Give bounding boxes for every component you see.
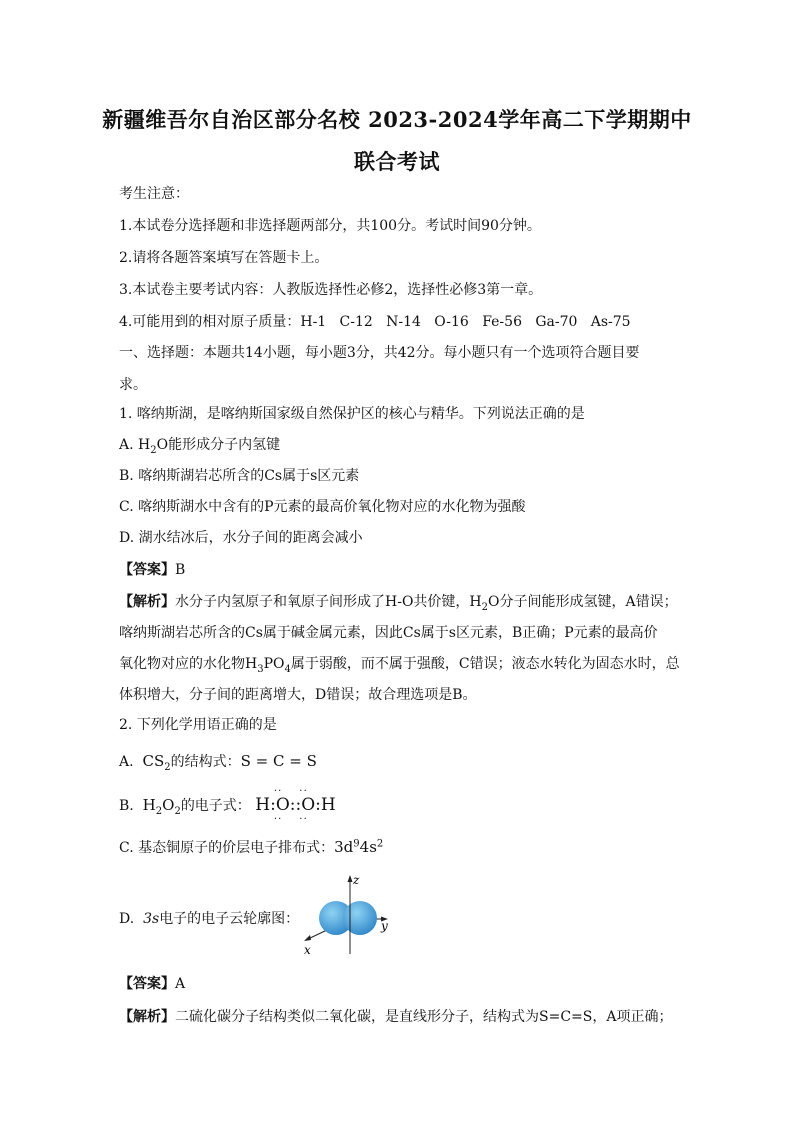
q1-option-a-pre: A. H <box>119 437 151 453</box>
q2-option-b-formula-sub1: 2 <box>155 805 163 817</box>
q1-option-a-sub: 2 <box>150 444 157 456</box>
q1-analysis-l3sub2: 4 <box>284 663 291 675</box>
axis-label-x: x <box>304 943 311 957</box>
q2-option-c-conf2: 4s <box>359 838 377 856</box>
q1-answer-value: B <box>175 562 186 578</box>
q1-answer <box>119 562 185 579</box>
q1-analysis-l3b: PO <box>263 656 285 672</box>
q2-option-b-text: 的电子式： <box>180 798 251 814</box>
q2-option-b <box>119 795 336 818</box>
q2-option-a-formula-sub: 2 <box>164 761 171 773</box>
q1-option-d: D. 湖水结冰后，水分子间的距离会减小 <box>119 530 363 546</box>
q2-option-d-label: D. <box>119 911 135 927</box>
q1-analysis-line2: 喀纳斯湖岩芯所含的Cs属于碱金属元素，因此Cs属于s区元素，B正确；P元素的最高价 <box>119 625 658 641</box>
q2-option-b-formula-o: O <box>162 796 175 814</box>
q2-option-c <box>119 838 383 857</box>
q1-analysis-l1b: O分子间能形成氢键，A错误； <box>488 594 678 610</box>
z-axis-arrow-icon <box>348 875 353 882</box>
q2-option-d-italic: 3s <box>143 911 160 927</box>
electron-formula-h2: H <box>320 795 336 815</box>
axis-label-z: z <box>353 873 360 887</box>
q2-answer-value: A <box>175 976 186 992</box>
section-heading-line1: 一、选择题：本题共14小题，每小题3分，共42分。每小题只有一个选项符合题目要 <box>119 345 640 361</box>
q2-option-d-text: 电子的电子云轮廓图： <box>159 911 300 927</box>
q2-option-a-label: A. <box>119 754 134 770</box>
q1-analysis-line3 <box>119 656 680 676</box>
notice-item-3: 3.本试卷主要考试内容：人教版选择性必修2，选择性必修3第一章。 <box>119 282 543 298</box>
q2-analysis-text: 二硫化碳分子结构类似二氧化碳，是直线形分子，结构式为S=C=S，A项正确； <box>175 1009 673 1025</box>
notice-item-4: 4.可能用到的相对原子质量：H-1 C-12 N-14 O-16 Fe-56 Ga-70 As-75 <box>119 314 631 330</box>
q1-option-b: B. 喀纳斯湖岩芯所含的Cs属于s区元素 <box>119 468 360 484</box>
q2-analysis-label: 【解析】 <box>119 1009 175 1025</box>
q2-option-a-text: 的结构式： <box>170 754 241 770</box>
q2-answer-label: 【答案】 <box>119 976 175 992</box>
q2-option-c-sup1: 9 <box>353 838 360 850</box>
q2-option-b-formula-h: H <box>142 796 156 814</box>
q1-answer-label: 【答案】 <box>119 562 175 578</box>
notice-heading: 考生注意： <box>119 186 189 202</box>
notice-item-2: 2.请将各题答案填写在答题卡上。 <box>119 250 329 266</box>
q2-answer <box>119 976 185 993</box>
exam-title-line2: 联合考试 <box>354 149 440 174</box>
q1-analysis-l3sub1: 3 <box>257 663 264 675</box>
axis-label-y: y <box>381 919 388 933</box>
q2-option-c-text: C. 基态铜原子的价层电子排布式： <box>119 840 335 856</box>
exam-title-line1: 新疆维吾尔自治区部分名校 2023-2024学年高二下学期期中 <box>102 107 692 132</box>
q2-option-a-formula: CS <box>142 752 165 770</box>
x-axis-arrow-icon <box>304 935 311 941</box>
q1-option-c: C. 喀纳斯湖水中含有的P元素的最高价氧化物对应的水化物为强酸 <box>119 499 526 515</box>
electron-formula-o2: · · O · · <box>301 795 315 815</box>
q2-option-c-conf1: 3d <box>334 838 354 856</box>
notice-item-1: 1.本试卷分选择题和非选择题两部分，共100分。考试时间90分钟。 <box>119 218 541 234</box>
q1-option-a <box>119 437 280 457</box>
q2-option-d <box>119 911 299 928</box>
q1-analysis-line1 <box>119 594 678 614</box>
q1-analysis-l3a: 氧化物对应的水化物H <box>119 656 258 672</box>
electron-formula-o1: · · O · · <box>276 795 290 815</box>
q1-analysis-l3c: 属于弱酸，而不属于强酸，C错误；液态水转化为固态水时，总 <box>290 656 680 672</box>
electron-formula-h1: H <box>255 795 271 815</box>
q1-stem: 1. 喀纳斯湖，是喀纳斯国家级自然保护区的核心与精华。下列说法正确的是 <box>119 406 585 422</box>
q2-option-c-sup2: 2 <box>376 838 384 850</box>
q1-option-a-post: O能形成分子内氢键 <box>156 437 281 453</box>
section-heading-line2: 求。 <box>119 377 147 393</box>
q2-option-a-struct: S = C = S <box>240 752 317 770</box>
q1-analysis-l1sub: 2 <box>481 601 488 613</box>
orbital-lobe-right <box>343 901 377 935</box>
q2-stem: 2. 下列化学用语正确的是 <box>119 717 277 733</box>
h2o2-electron-formula: H:· · O · ·::· · O · ·:H <box>255 795 335 815</box>
q2-option-b-label: B. <box>119 798 134 814</box>
q1-analysis-line4: 体积增大，分子间的距离增大，D错误；故合理选项是B。 <box>119 687 477 703</box>
orbital-diagram <box>298 872 398 962</box>
q2-analysis <box>119 1009 672 1026</box>
q1-analysis-label: 【解析】 <box>119 594 175 610</box>
q2-option-a <box>119 752 317 774</box>
q2-option-b-formula-sub2: 2 <box>174 805 181 817</box>
q1-analysis-l1a: 水分子内氢原子和氧原子间形成了H-O共价键，H <box>175 594 482 610</box>
